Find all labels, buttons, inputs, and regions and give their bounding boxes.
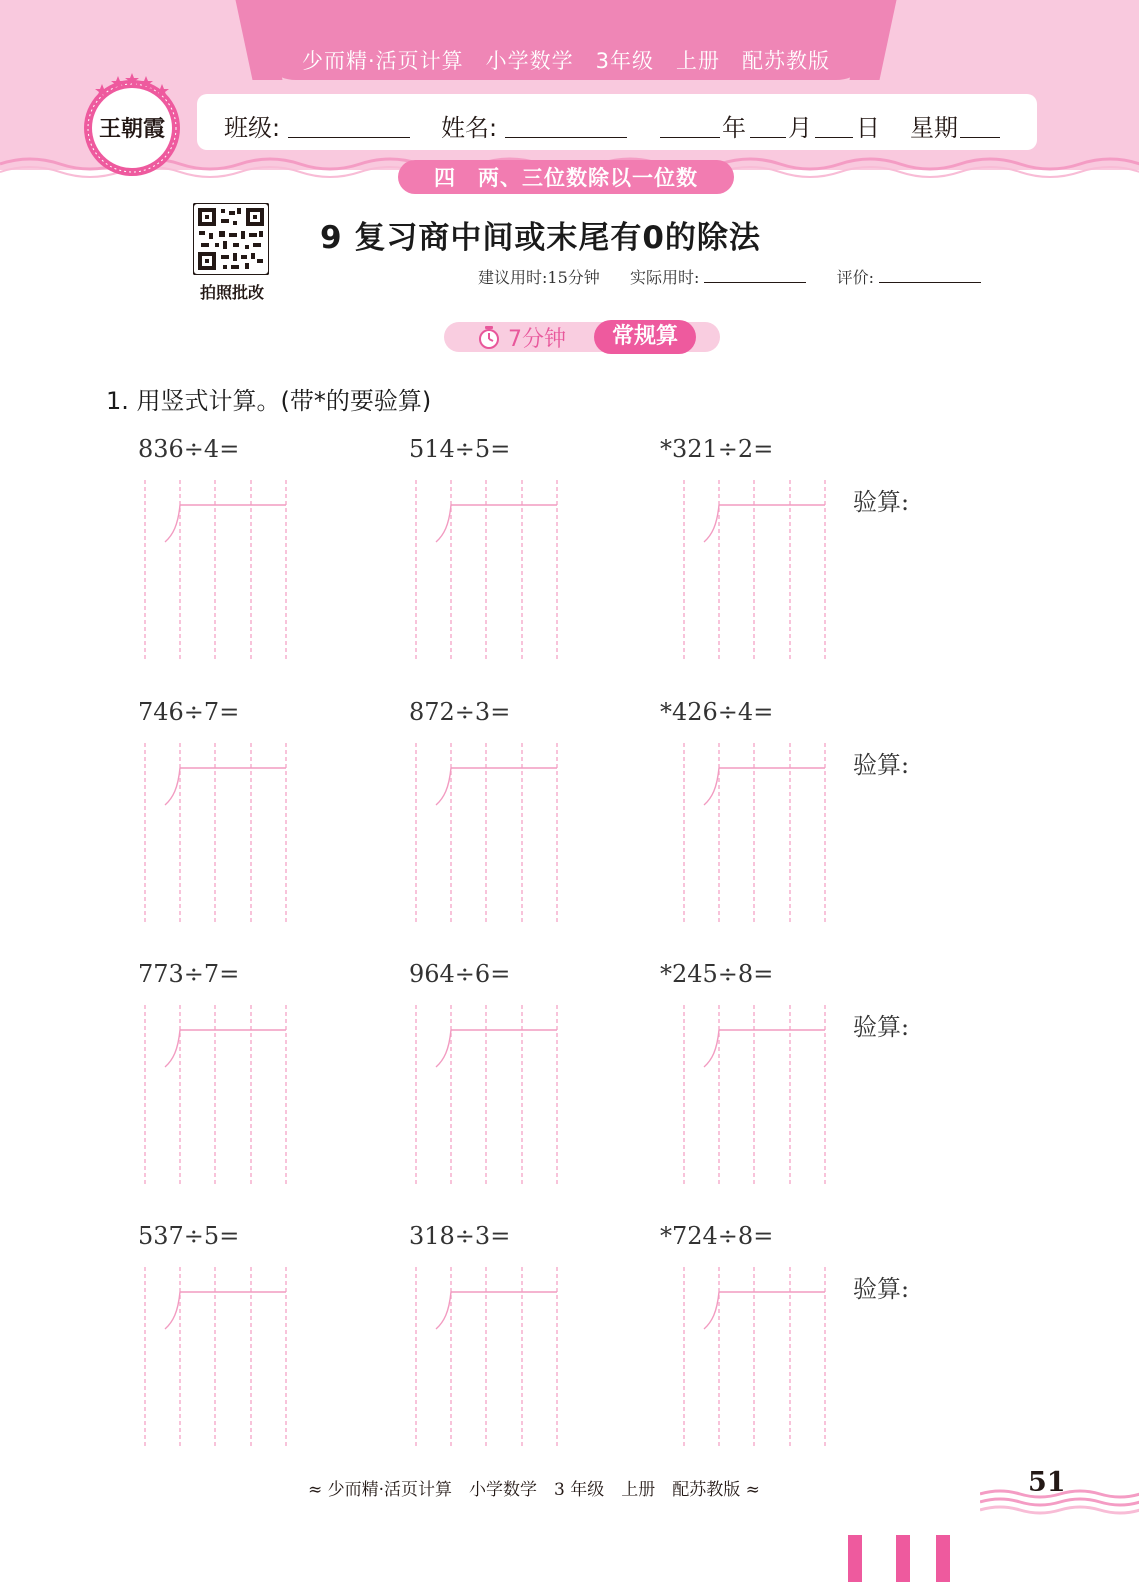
problem-expression: *245÷8= bbox=[660, 960, 774, 988]
verify-label: 验算: bbox=[853, 1013, 910, 1041]
actual-time-label: 实际用时: bbox=[629, 268, 700, 287]
footer-bar bbox=[848, 1535, 862, 1582]
long-division-grid[interactable] bbox=[143, 743, 289, 923]
problem-expression: 537÷5= bbox=[138, 1222, 240, 1250]
qr-label: 拍照批改 bbox=[199, 283, 264, 302]
verify-label: 验算: bbox=[853, 488, 910, 516]
weekday-label: 星期 bbox=[910, 114, 958, 142]
year-field[interactable] bbox=[660, 111, 720, 138]
long-division-grid[interactable] bbox=[682, 480, 828, 660]
class-field[interactable] bbox=[288, 111, 410, 138]
footer-wave bbox=[980, 1486, 1139, 1516]
footer-text: ≈ 少而精·活页计算 小学数学 3 年级 上册 配苏教版 ≈ bbox=[308, 1480, 760, 1500]
problem-expression: *724÷8= bbox=[660, 1222, 774, 1250]
day-field[interactable] bbox=[815, 111, 853, 138]
long-division-grid[interactable] bbox=[143, 1267, 289, 1447]
name-label: 姓名: bbox=[441, 114, 498, 142]
problem-expression: 514÷5= bbox=[409, 435, 511, 463]
timer-badge: 常规算 bbox=[594, 320, 696, 354]
long-division-grid[interactable] bbox=[682, 1005, 828, 1185]
logo-text: 王朝霞 bbox=[98, 116, 166, 142]
long-division-grid[interactable] bbox=[414, 1005, 560, 1185]
year-label: 年 bbox=[722, 114, 746, 142]
weekday-field[interactable] bbox=[960, 111, 1000, 138]
section-title: 四 两、三位数除以一位数 bbox=[434, 166, 698, 190]
lesson-meta bbox=[478, 265, 981, 288]
actual-time-field[interactable] bbox=[704, 268, 806, 283]
month-label: 月 bbox=[788, 114, 812, 142]
problem-expression: *426÷4= bbox=[660, 698, 774, 726]
evaluation-field[interactable] bbox=[879, 268, 981, 283]
suggested-time: 建议用时:15分钟 bbox=[478, 268, 600, 287]
lesson-title: 9 复习商中间或末尾有0的除法 bbox=[320, 220, 761, 256]
long-division-grid[interactable] bbox=[143, 480, 289, 660]
long-division-grid[interactable] bbox=[414, 1267, 560, 1447]
problem-expression: 836÷4= bbox=[138, 435, 240, 463]
question-text: 1. 用竖式计算。(带*的要验算) bbox=[106, 387, 432, 415]
qr-code-icon[interactable] bbox=[193, 203, 269, 275]
name-field[interactable] bbox=[505, 111, 627, 138]
day-label: 日 bbox=[856, 114, 880, 142]
stopwatch-icon bbox=[477, 325, 501, 349]
long-division-grid[interactable] bbox=[143, 1005, 289, 1185]
long-division-grid[interactable] bbox=[414, 743, 560, 923]
page-number: 51 bbox=[1028, 1467, 1066, 1498]
long-division-grid[interactable] bbox=[414, 480, 560, 660]
footer-bar bbox=[936, 1535, 950, 1582]
verify-label: 验算: bbox=[853, 751, 910, 779]
verify-label: 验算: bbox=[853, 1275, 910, 1303]
month-field[interactable] bbox=[750, 111, 786, 138]
long-division-grid[interactable] bbox=[682, 743, 828, 923]
series-title: 少而精·活页计算 小学数学 3年级 上册 配苏教版 bbox=[301, 49, 831, 73]
problem-expression: 964÷6= bbox=[409, 960, 511, 988]
footer-bar bbox=[896, 1535, 910, 1582]
problem-expression: 872÷3= bbox=[409, 698, 511, 726]
problem-expression: 746÷7= bbox=[138, 698, 240, 726]
class-label: 班级: bbox=[224, 114, 281, 142]
long-division-grid[interactable] bbox=[682, 1267, 828, 1447]
evaluation-label: 评价: bbox=[836, 268, 875, 287]
problem-expression: 773÷7= bbox=[138, 960, 240, 988]
problem-expression: *321÷2= bbox=[660, 435, 774, 463]
brand-logo bbox=[78, 70, 186, 178]
problem-expression: 318÷3= bbox=[409, 1222, 511, 1250]
timer-duration: 7分钟 bbox=[508, 327, 566, 352]
